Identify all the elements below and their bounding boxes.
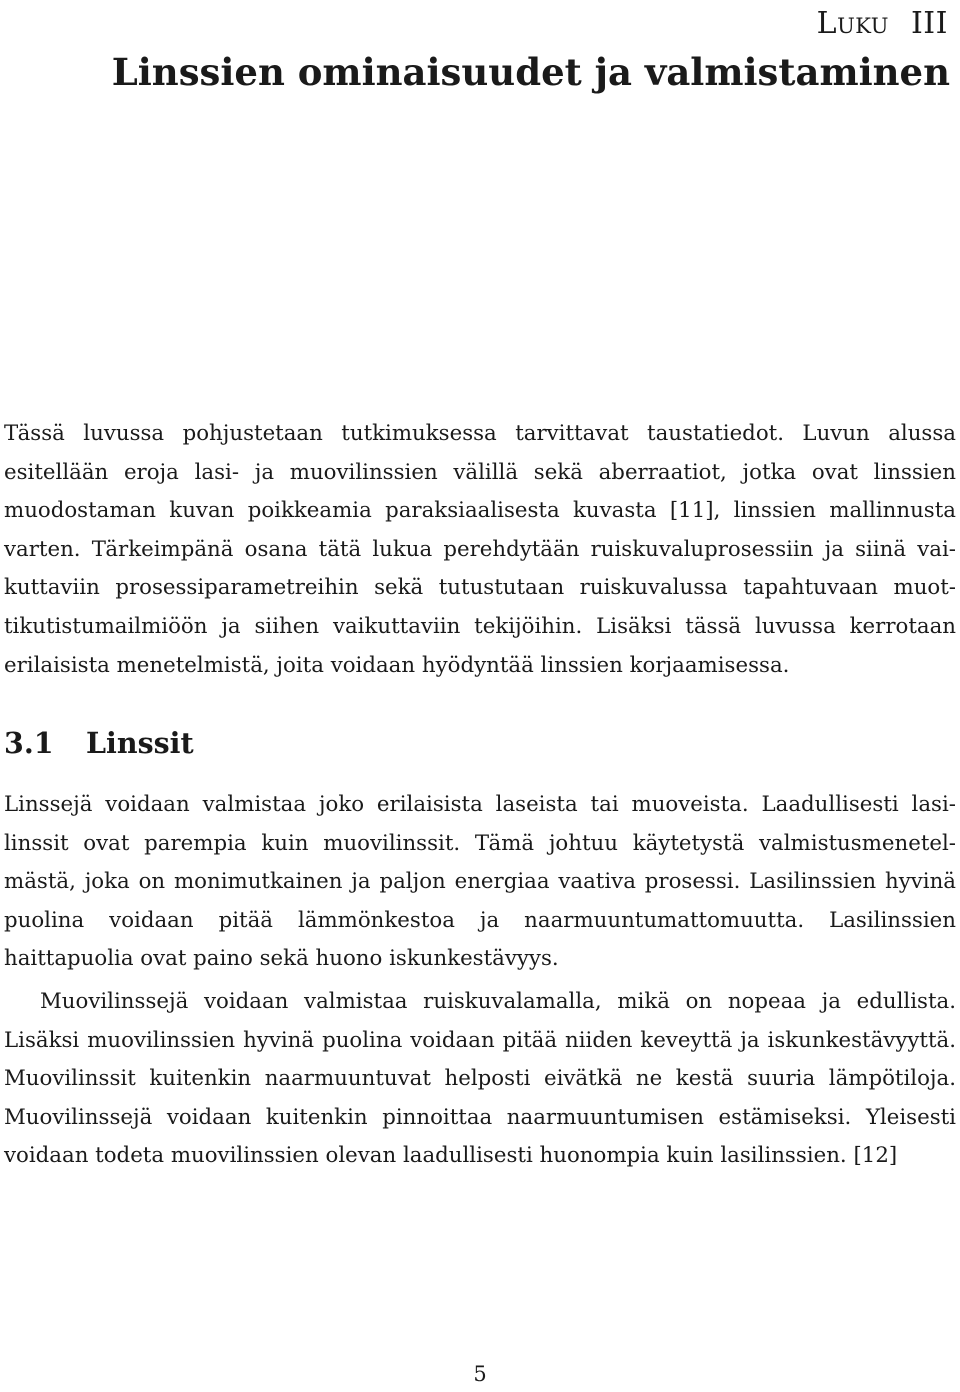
section-heading	[4, 726, 194, 760]
intro-paragraph: Tässä luvussa pohjustetaan tutkimuksessa tarvittavat taustatiedot. Luvun alussa esitellään eroja lasi- ja muovilinssien välillä sekä aberraatiot, jotka ovat linssien muodostaman kuvan poikkeamia paraksiaalisesta kuvasta [11], linssien mallinnusta varten. Tärkeimpänä osana tätä lukua perehdytään ruiskuvaluprosessiin ja siinä vaikuttaviin prosessiparametreihin sekä tutustutaan ruiskuvalussa tapahtuvaan muottikutistumailmiöön ja siihen vaikuttaviin tekijöihin. Lisäksi tässä luvussa kerrotaan erilaisista menetelmistä, joita voidaan hyödyntää linssien korjaamisessa.	[4, 421, 956, 678]
chapter-word: Luku	[816, 6, 889, 41]
chapter-title: Linssien ominaisuudet ja valmistaminen	[111, 50, 950, 94]
section-title: Linssit	[86, 726, 194, 760]
section-paragraph: Muovilinssejä voidaan valmistaa ruiskuvalamalla, mikä on nopeaa ja edullista. Lisäksi muovilinssien hyvinä puolina voidaan pitää niiden keveyttä ja iskunkestävyyttä. Muovilinssit kuitenkin naarmuuntuvat helposti eivätkä ne kestä suuria lämpötiloja. Muovilinssejä voidaan kuitenkin pinnoittaa naarmuuntumisen estämiseksi. Yleisesti voidaan todeta muovilinssien olevan laadullisesti huonompia kuin lasilinssien. [12]	[4, 989, 956, 1169]
chapter-label	[817, 6, 948, 41]
section-number: 3.1	[4, 726, 54, 760]
page-number: 5	[473, 1362, 487, 1386]
section-paragraph: Linssejä voidaan valmistaa joko erilaisista laseista tai muoveista. Laadullisesti lasilinssit ovat parempia kuin muovilinssit. Tämä johtuu käytetystä valmistusmenetelmästä, joka on monimutkainen ja paljon energiaa vaativa prosessi. Lasilinssien hyvinä puolina voidaan pitää lämmönkestoa ja naarmuuntumattomuutta. Lasilinssien haittapuolia ovat paino sekä huono iskunkestävyys.	[4, 792, 956, 972]
chapter-number: III	[910, 6, 948, 41]
